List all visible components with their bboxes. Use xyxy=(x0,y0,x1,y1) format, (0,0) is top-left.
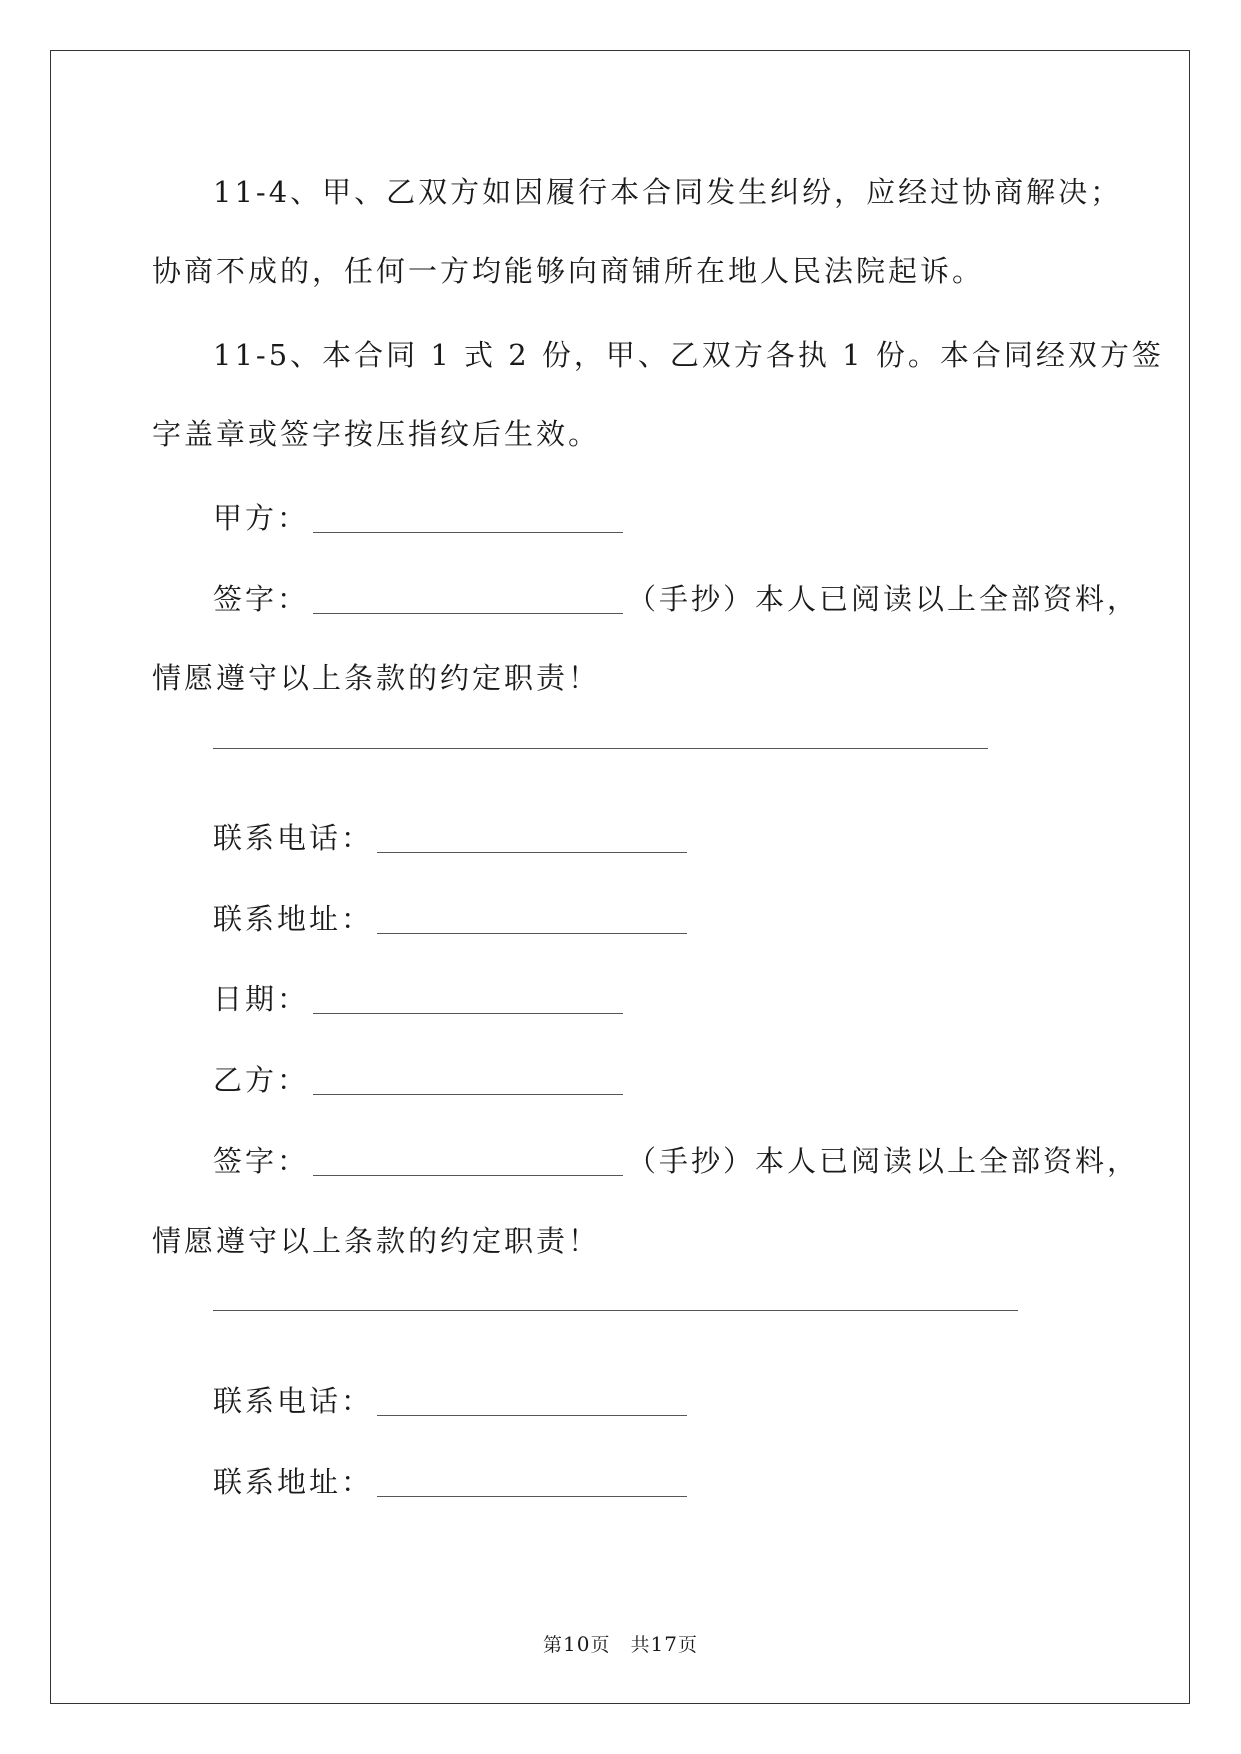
clause-11-5-line-2: 字盖章或签字按压指纹后生效。 xyxy=(152,417,601,451)
party-b-phone-row xyxy=(213,1384,691,1418)
party-a-sign-note-line-2: 情愿遵守以上条款的约定职责！ xyxy=(152,661,601,695)
party-a-sign-row xyxy=(213,582,1140,616)
party-a-phone-row xyxy=(213,821,691,855)
footer-total-prefix: 共 xyxy=(630,1634,651,1656)
party-b-sign-label: 签字： xyxy=(213,1144,310,1178)
party-a-row xyxy=(213,501,627,535)
party-a-sign-label: 签字： xyxy=(213,582,310,616)
party-b-handwriting-line[interactable] xyxy=(213,1310,1018,1311)
party-a-address-row xyxy=(213,902,691,936)
party-a-blank[interactable] xyxy=(313,510,623,533)
party-b-phone-label: 联系电话： xyxy=(213,1384,374,1418)
party-a-date-row xyxy=(213,982,627,1016)
party-a-sign-note: （手抄）本人已阅读以上全部资料， xyxy=(627,582,1140,616)
footer-total-suffix: 页 xyxy=(677,1634,698,1656)
party-b-row xyxy=(213,1063,627,1097)
party-b-sign-note: （手抄）本人已阅读以上全部资料， xyxy=(627,1144,1140,1178)
footer-prefix: 第 xyxy=(543,1634,564,1656)
page-border xyxy=(50,50,1190,1704)
party-a-label: 甲方： xyxy=(213,501,310,535)
clause-11-5-line-1: 11-5、本合同 1 式 2 份，甲、乙双方各执 1 份。本合同经双方签 xyxy=(213,338,1164,372)
party-b-address-row xyxy=(213,1465,691,1499)
party-b-address-label: 联系地址： xyxy=(213,1465,374,1499)
clause-11-4-line-2: 协商不成的，任何一方均能够向商铺所在地人民法院起诉。 xyxy=(152,254,985,288)
party-a-address-blank[interactable] xyxy=(377,911,687,934)
party-b-sign-blank[interactable] xyxy=(313,1153,623,1176)
party-a-address-label: 联系地址： xyxy=(213,902,374,936)
clause-11-4-line-1: 11-4、甲、乙双方如因履行本合同发生纠纷，应经过协商解决； xyxy=(213,175,1123,209)
party-a-handwriting-line[interactable] xyxy=(213,748,988,749)
party-b-sign-row xyxy=(213,1144,1140,1178)
party-b-label: 乙方： xyxy=(213,1063,310,1097)
party-a-date-label: 日期： xyxy=(213,982,310,1016)
party-b-address-blank[interactable] xyxy=(377,1474,687,1497)
party-a-phone-blank[interactable] xyxy=(377,830,687,853)
party-a-sign-blank[interactable] xyxy=(313,591,623,614)
party-a-phone-label: 联系电话： xyxy=(213,821,374,855)
footer-page-suffix: 页 xyxy=(590,1634,611,1656)
party-a-date-blank[interactable] xyxy=(313,991,623,1014)
footer-page-number: 10 xyxy=(563,1632,591,1656)
party-b-phone-blank[interactable] xyxy=(377,1393,687,1416)
party-b-sign-note-line-2: 情愿遵守以上条款的约定职责！ xyxy=(152,1224,601,1258)
page-footer xyxy=(0,1630,1241,1657)
footer-total-pages: 17 xyxy=(650,1632,678,1656)
party-b-blank[interactable] xyxy=(313,1072,623,1095)
